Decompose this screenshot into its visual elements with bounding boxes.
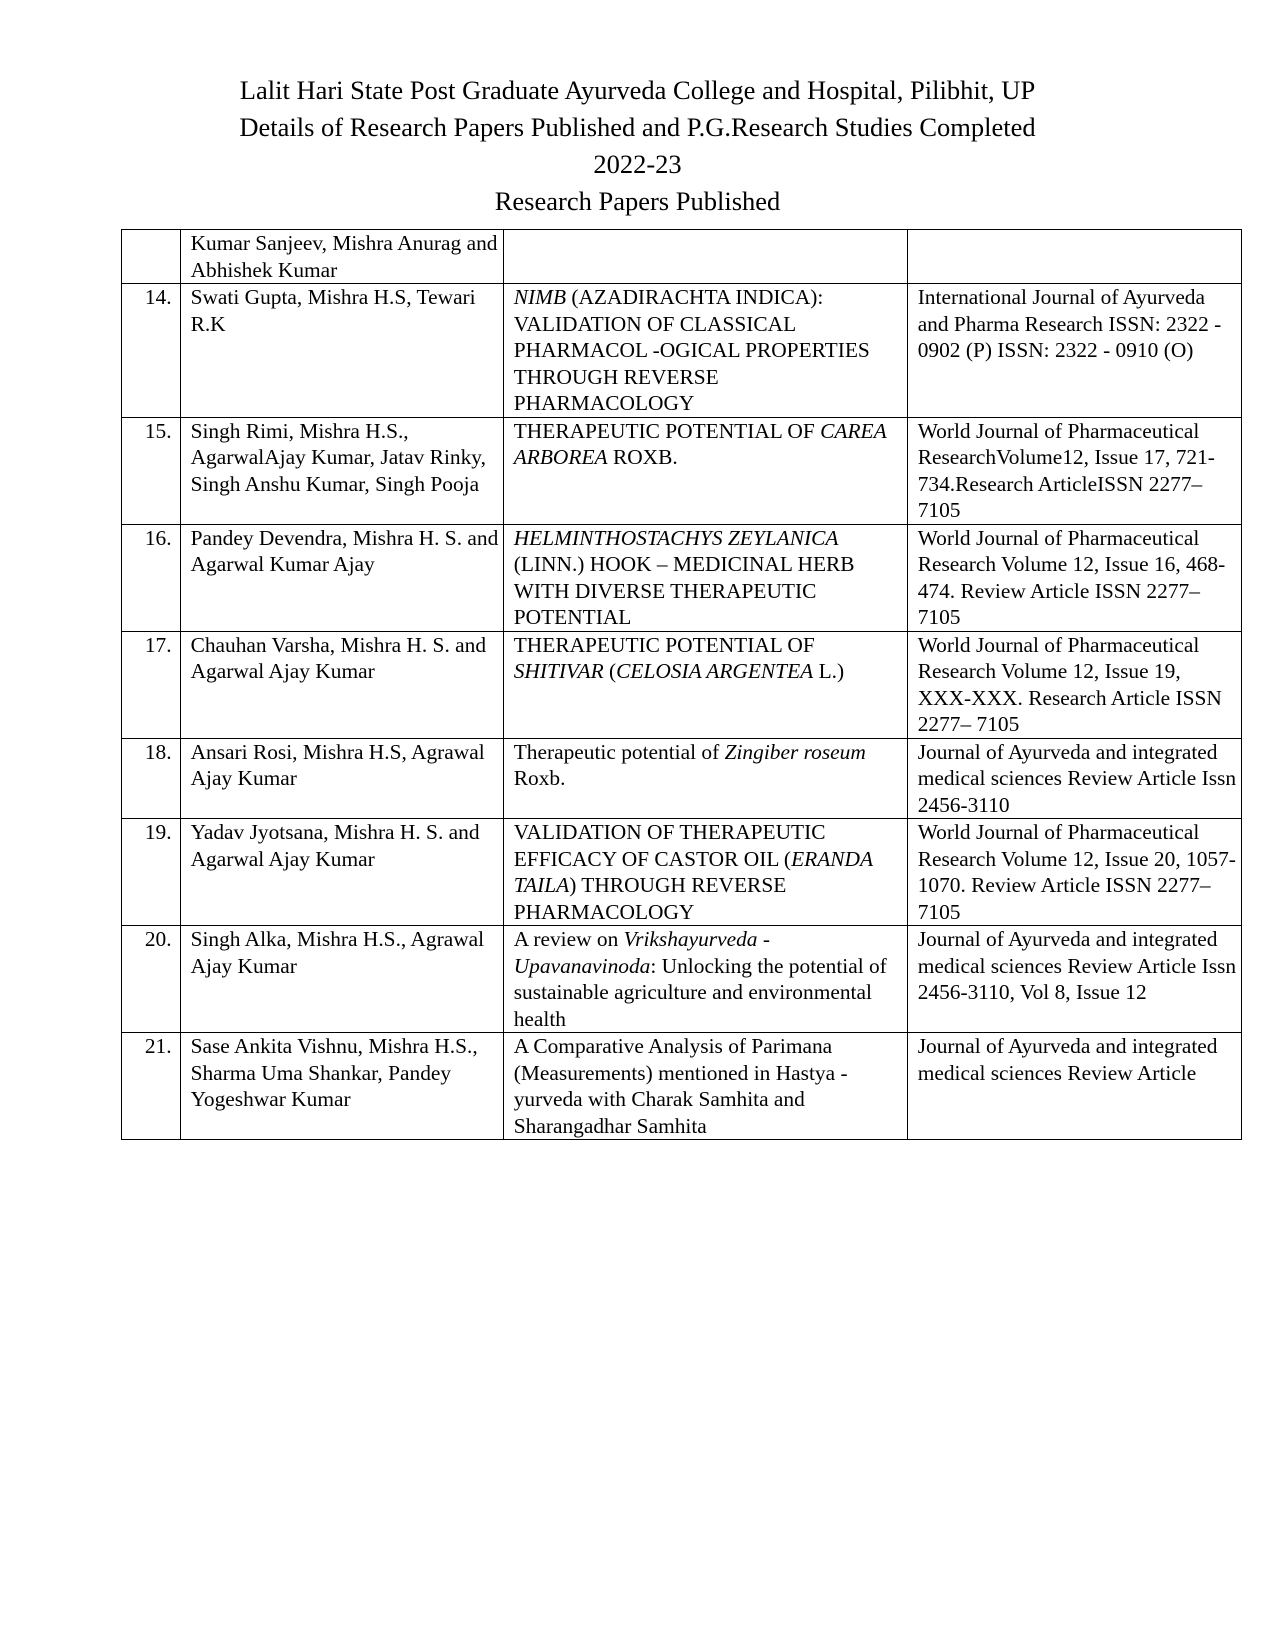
title-fragment: ( (603, 659, 617, 683)
college-name: Lalit Hari State Post Graduate Ayurveda College and Hospital, Pilibhit, UP (239, 75, 1036, 105)
title-fragment: ROXB. (607, 445, 678, 469)
italic-title-fragment: CELOSIA ARGENTEA (616, 659, 814, 683)
authors-cell: Singh Alka, Mishra H.S., Agrawal Ajay Kumar (180, 926, 503, 1033)
document-header (120, 72, 1155, 220)
authors-cell: Sase Ankita Vishnu, Mishra H.S., Sharma Uma Shankar, Pandey Yogeshwar Kumar (180, 1033, 503, 1140)
title-fragment: : Unlocking the potential of sustainable agriculture and environmental health (513, 953, 887, 1031)
paper-title-cell (503, 819, 907, 926)
journal-cell: World Journal of Pharmaceutical Research Volume 12, Issue 20, 1057-1070. Review Article ISSN 2277– 7105 (907, 819, 1241, 926)
journal-cell: Journal of Ayurveda and integrated medical sciences Review Article (907, 1033, 1241, 1140)
title-fragment: A Comparative Analysis of Parimana (Measurements) mentioned in Hastya - yurveda with Charak Samhita and Sharangadhar Samhita (513, 1034, 848, 1138)
journal-cell: International Journal of Ayurveda and Pharma Research ISSN: 2322 - 0902 (P) ISSN: 2322 - 0910 (O) (907, 284, 1241, 418)
serial-number-cell: 17. (122, 631, 181, 738)
italic-title-fragment: NIMB (513, 285, 567, 309)
table-row (122, 524, 1242, 631)
table-row (122, 230, 1242, 284)
italic-title-fragment: Vrikshayurveda - Upavanavinoda (513, 927, 770, 978)
serial-number-cell (122, 230, 181, 284)
title-fragment: THERAPEUTIC POTENTIAL OF (513, 632, 815, 657)
authors-cell: Pandey Devendra, Mishra H. S. and Agarwal Kumar Ajay (180, 524, 503, 631)
serial-number-cell: 19. (122, 819, 181, 926)
document-title: Details of Research Papers Published and P.G.Research Studies Completed (239, 112, 1036, 142)
paper-title-cell (503, 524, 907, 631)
serial-number-cell: 18. (122, 738, 181, 819)
serial-number-cell: 16. (122, 524, 181, 631)
paper-title-cell (503, 926, 907, 1033)
title-fragment: VALIDATION OF THERAPEUTIC EFFICACY OF CASTOR OIL ( (513, 820, 826, 871)
section-title: Research Papers Published (494, 186, 781, 216)
table-row (122, 417, 1242, 524)
italic-title-fragment: CAREA ARBOREA (513, 418, 887, 469)
authors-cell: Yadav Jyotsana, Mishra H. S. and Agarwal Ajay Kumar (180, 819, 503, 926)
table-row (122, 926, 1242, 1033)
journal-cell: World Journal of Pharmaceutical Research Volume 12, Issue 16, 468-474. Review Article ISSN 2277– 7105 (907, 524, 1241, 631)
paper-title-cell (503, 1033, 907, 1140)
title-fragment: (AZADIRACHTA INDICA): VALIDATION OF CLASSICAL PHARMACOL -OGICAL PROPERTIES THROUGH REVERSE PHARMACOLOGY (513, 285, 870, 415)
title-fragment: A review on (513, 927, 624, 951)
title-fragment: (LINN.) HOOK – MEDICINAL HERB WITH DIVERSE THERAPEUTIC POTENTIAL (513, 552, 855, 629)
authors-cell: Singh Rimi, Mishra H.S., AgarwalAjay Kumar, Jatav Rinky, Singh Anshu Kumar, Singh Pooja (180, 417, 503, 524)
paper-title-cell (503, 284, 907, 418)
italic-title-fragment: HELMINTHOSTACHYS ZEYLANICA (513, 525, 839, 550)
title-fragment: Roxb. (513, 766, 566, 790)
paper-title-cell (503, 417, 907, 524)
journal-cell: Journal of Ayurveda and integrated medical sciences Review Article Issn 2456-3110 (907, 738, 1241, 819)
table-row (122, 819, 1242, 926)
paper-title-cell (503, 738, 907, 819)
serial-number-cell: 15. (122, 417, 181, 524)
title-fragment: L.) (813, 659, 845, 683)
italic-title-fragment: Zingiber roseum (724, 739, 866, 764)
paper-title-cell (503, 631, 907, 738)
table-row (122, 738, 1242, 819)
serial-number-cell: 14. (122, 284, 181, 418)
serial-number-cell: 21. (122, 1033, 181, 1140)
title-fragment: Therapeutic potential of (513, 739, 725, 764)
authors-cell: Chauhan Varsha, Mishra H. S. and Agarwal Ajay Kumar (180, 631, 503, 738)
paper-title-cell (503, 230, 907, 284)
journal-cell (907, 230, 1241, 284)
authors-cell: Swati Gupta, Mishra H.S, Tewari R.K (180, 284, 503, 418)
title-fragment: THERAPEUTIC POTENTIAL OF (513, 418, 821, 443)
italic-title-fragment: SHITIVAR (513, 659, 604, 683)
journal-cell: World Journal of Pharmaceutical ResearchVolume12, Issue 17, 721-734.Research ArticleISSN 2277–7105 (907, 417, 1241, 524)
title-fragment: ) THROUGH REVERSE PHARMACOLOGY (513, 873, 787, 924)
journal-cell: Journal of Ayurveda and integrated medical sciences Review Article Issn 2456-3110, Vol 8, Issue 12 (907, 926, 1241, 1033)
authors-cell: Kumar Sanjeev, Mishra Anurag and Abhishek Kumar (180, 230, 503, 284)
table-row (122, 631, 1242, 738)
authors-cell: Ansari Rosi, Mishra H.S, Agrawal Ajay Kumar (180, 738, 503, 819)
serial-number-cell: 20. (122, 926, 181, 1033)
research-papers-body (122, 230, 1242, 1140)
table-row (122, 284, 1242, 418)
research-papers-table (121, 229, 1242, 1140)
table-row (122, 1033, 1242, 1140)
academic-year: 2022-23 (593, 149, 682, 179)
italic-title-fragment: ERANDA TAILA (513, 846, 873, 897)
journal-cell: World Journal of Pharmaceutical Research Volume 12, Issue 19, XXX-XXX. Research Article ISSN 2277– 7105 (907, 631, 1241, 738)
